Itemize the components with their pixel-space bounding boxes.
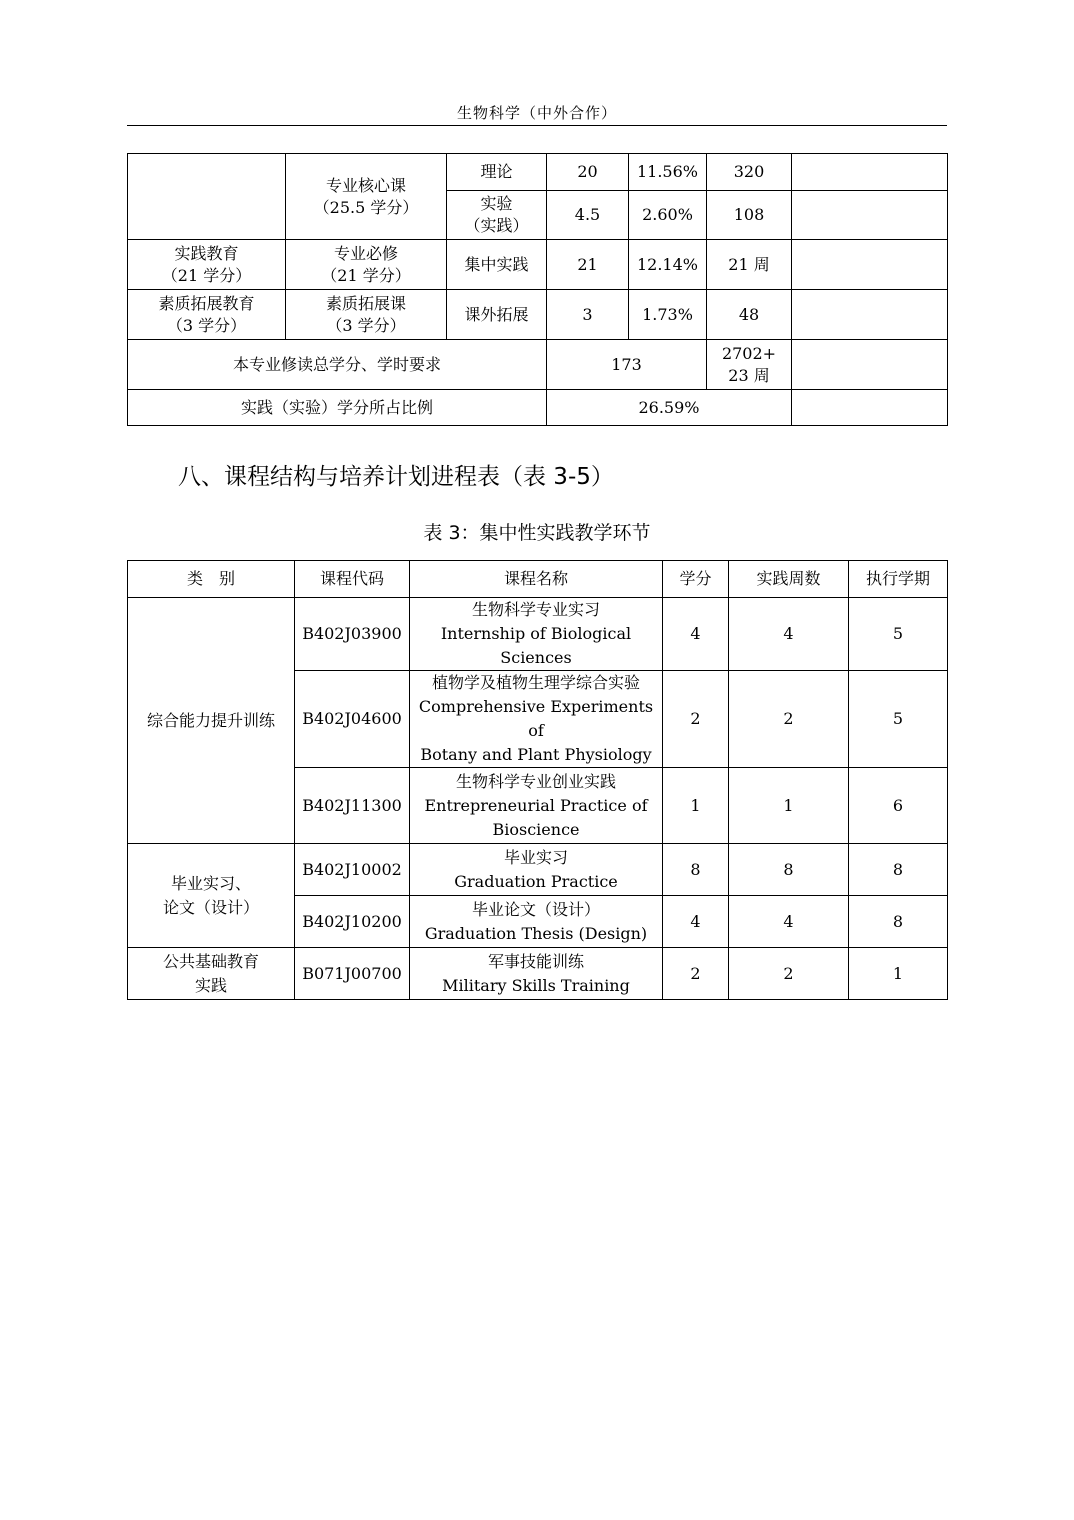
percent-cell: 1.73% (629, 290, 707, 340)
hours-cell: 108 (707, 191, 792, 240)
course-name-cell: 毕业论文（设计） Graduation Thesis (Design) (410, 896, 663, 948)
practice-teaching-table (127, 560, 948, 1000)
course-type-cell: 专业核心课 （25.5 学分） (286, 154, 447, 240)
column-header: 执行学期 (849, 561, 948, 598)
header-rule (127, 125, 947, 126)
hours-cell: 21 周 (707, 240, 792, 290)
total-label-cell: 本专业修读总学分、学时要求 (128, 340, 547, 390)
course-type-cell: 素质拓展课 （3 学分） (286, 290, 447, 340)
weeks-cell: 1 (729, 768, 849, 844)
table-caption: 表 3：集中性实践教学环节 (423, 522, 651, 544)
hours-cell: 48 (707, 290, 792, 340)
semester-cell: 8 (849, 844, 948, 896)
category-cell: 公共基础教育 实践 (128, 948, 295, 1000)
category-cell (128, 154, 286, 240)
table-header-row (128, 561, 948, 598)
semester-cell: 6 (849, 768, 948, 844)
semester-cell: 5 (849, 671, 948, 768)
course-name-cell: 毕业实习 Graduation Practice (410, 844, 663, 896)
note-cell (792, 154, 948, 191)
mode-cell: 实验 （实践） (447, 191, 547, 240)
table-row (128, 948, 948, 1000)
table-row (128, 340, 948, 390)
credits-summary-table (127, 153, 948, 426)
credits-cell: 8 (663, 844, 729, 896)
credits-cell: 2 (663, 948, 729, 1000)
total-credits-cell: 173 (547, 340, 707, 390)
credits-cell: 3 (547, 290, 629, 340)
course-code-cell: B402J10200 (295, 896, 410, 948)
semester-cell: 1 (849, 948, 948, 1000)
percent-cell: 11.56% (629, 154, 707, 191)
note-cell (792, 340, 948, 390)
note-cell (792, 240, 948, 290)
course-name-cell: 生物科学专业实习 Internship of Biological Sciences (410, 598, 663, 671)
table-row (128, 844, 948, 896)
column-header: 课程名称 (410, 561, 663, 598)
credits-cell: 20 (547, 154, 629, 191)
total-hours-cell: 2702+ 23 周 (707, 340, 792, 390)
credits-cell: 2 (663, 671, 729, 768)
mode-cell: 课外拓展 (447, 290, 547, 340)
category-cell: 毕业实习、 论文（设计） (128, 844, 295, 948)
table-row (128, 154, 948, 191)
category-cell: 综合能力提升训练 (128, 598, 295, 844)
table-row (128, 390, 948, 426)
ratio-value-cell: 26.59% (547, 390, 792, 426)
weeks-cell: 4 (729, 896, 849, 948)
credits-cell: 4 (663, 896, 729, 948)
credits-cell: 4.5 (547, 191, 629, 240)
course-type-cell: 专业必修 （21 学分） (286, 240, 447, 290)
category-cell: 素质拓展教育 （3 学分） (128, 290, 286, 340)
note-cell (792, 191, 948, 240)
course-code-cell: B402J11300 (295, 768, 410, 844)
weeks-cell: 4 (729, 598, 849, 671)
column-header: 类 别 (128, 561, 295, 598)
column-header: 实践周数 (729, 561, 849, 598)
credits-cell: 21 (547, 240, 629, 290)
course-code-cell: B402J04600 (295, 671, 410, 768)
credits-cell: 4 (663, 598, 729, 671)
table-row (128, 290, 948, 340)
weeks-cell: 2 (729, 948, 849, 1000)
percent-cell: 2.60% (629, 191, 707, 240)
column-header: 学分 (663, 561, 729, 598)
semester-cell: 5 (849, 598, 948, 671)
note-cell (792, 390, 948, 426)
course-name-cell: 植物学及植物生理学综合实验 Comprehensive Experiments of Botany and Plant Physiology (410, 671, 663, 768)
note-cell (792, 290, 948, 340)
percent-cell: 12.14% (629, 240, 707, 290)
mode-cell: 理论 (447, 154, 547, 191)
semester-cell: 8 (849, 896, 948, 948)
ratio-label-cell: 实践（实验）学分所占比例 (128, 390, 547, 426)
credits-cell: 1 (663, 768, 729, 844)
section-title: 八、课程结构与培养计划进程表（表 3-5） (178, 464, 614, 490)
course-name-cell: 生物科学专业创业实践 Entrepreneurial Practice of Bioscience (410, 768, 663, 844)
hours-cell: 320 (707, 154, 792, 191)
mode-cell: 集中实践 (447, 240, 547, 290)
running-header: 生物科学（中外合作） (456, 104, 617, 122)
weeks-cell: 2 (729, 671, 849, 768)
table-row (128, 240, 948, 290)
course-code-cell: B402J10002 (295, 844, 410, 896)
course-code-cell: B402J03900 (295, 598, 410, 671)
course-code-cell: B071J00700 (295, 948, 410, 1000)
column-header: 课程代码 (295, 561, 410, 598)
table-row (128, 598, 948, 671)
category-cell: 实践教育 （21 学分） (128, 240, 286, 290)
weeks-cell: 8 (729, 844, 849, 896)
course-name-cell: 军事技能训练 Military Skills Training (410, 948, 663, 1000)
